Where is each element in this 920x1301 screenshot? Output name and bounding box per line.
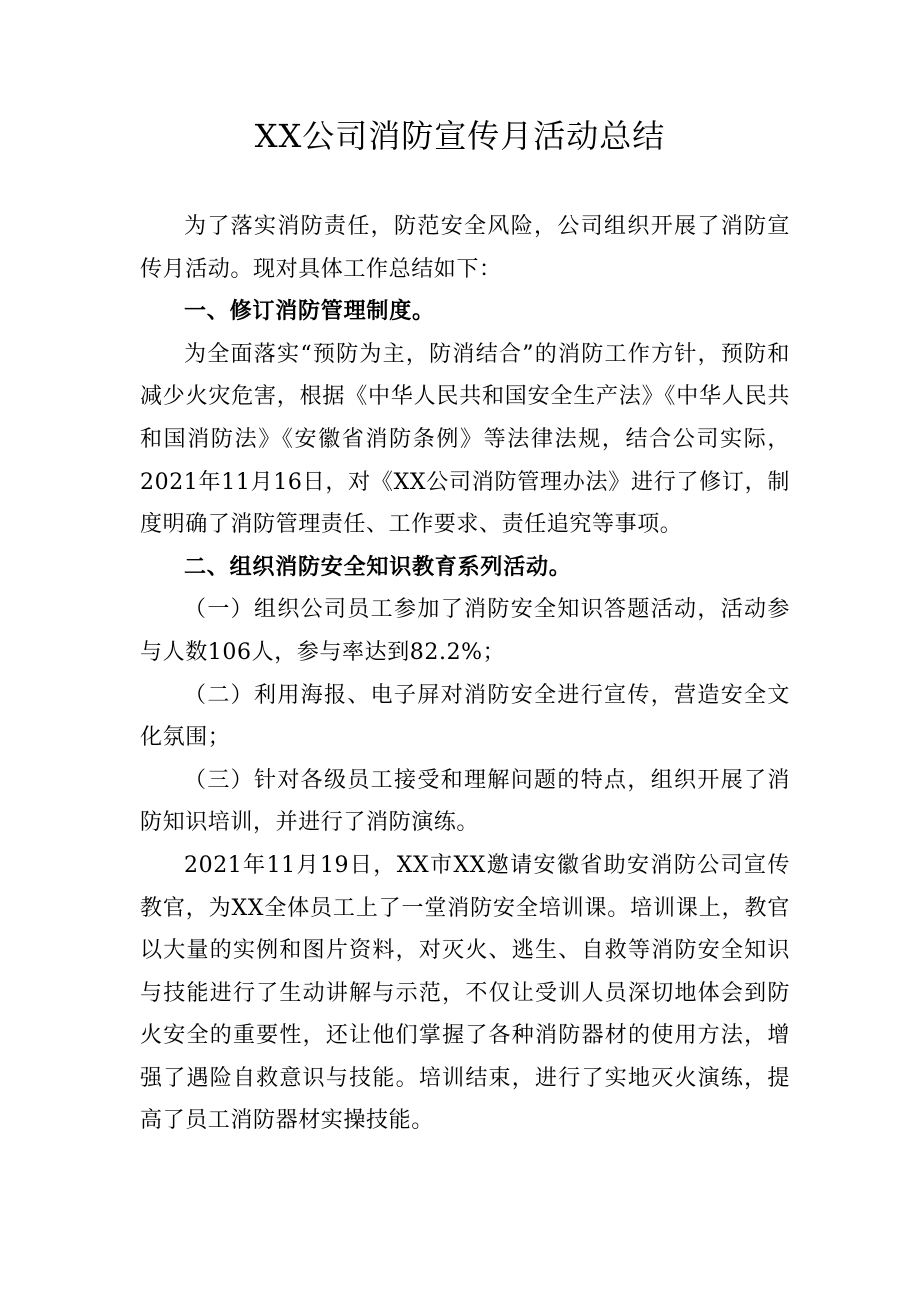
document-body (140, 206, 790, 1143)
section-heading-2: 二、组织消防安全知识教育系列活动。 (184, 554, 572, 580)
section-1-paragraph: 为全面落实“预防为主，防消结合”的消防工作方针，预防和减少火灾危害，根据《中华人民共和国安全生产法》《中华人民共和国消防法》《安徽省消防条例》等法律法规，结合公司实际，2021年11月16日，对《XX公司消防管理办法》进行了修订，制度明确了消防管理责任、工作要求、责任追究等事项。 (140, 341, 790, 538)
document-title: XX公司消防宣传月活动总结 (254, 117, 666, 155)
activity-item-1: （一）组织公司员工参加了消防安全知识答题活动，活动参与人数106人，参与率达到82.2%； (140, 597, 790, 665)
activity-item-3: （三）针对各级员工接受和理解问题的特点，组织开展了消防知识培训，并进行了消防演练。 (140, 767, 790, 836)
intro-paragraph: 为了落实消防责任，防范安全风险，公司组织开展了消防宣传月活动。现对具体工作总结如下： (140, 214, 790, 282)
activity-item-2: （二）利用海报、电子屏对消防安全进行宣传，营造安全文化氛围； (140, 682, 790, 751)
section-heading-1: 一、修订消防管理制度。 (184, 299, 435, 325)
training-paragraph: 2021年11月19日，XX市XX邀请安徽省助安消防公司宣传教官，为XX全体员工上了一堂消防安全培训课。培训课上，教官以大量的实例和图片资料，对灭火、逃生、自救等消防安全知识与技能进行了生动讲解与示范，不仅让受训人员深切地体会到防火安全的重要性，还让他们掌握了各种消防器材的使用方法，增强了遇险自救意识与技能。培训结束，进行了实地灭火演练，提高了员工消防器材实操技能。 (140, 852, 790, 1134)
